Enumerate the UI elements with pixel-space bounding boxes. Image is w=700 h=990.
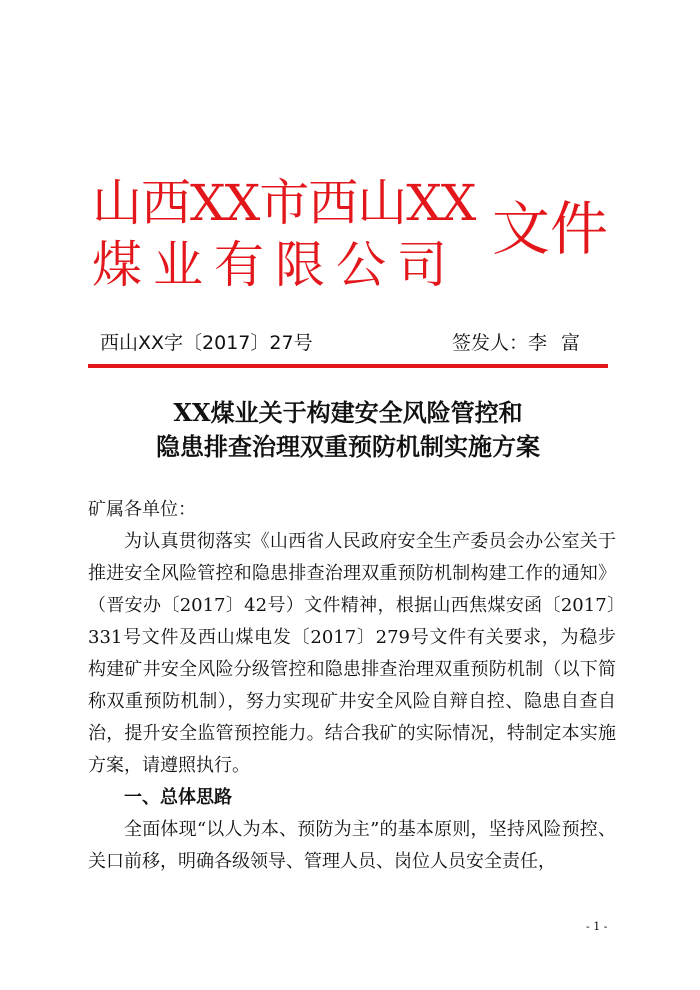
body-paragraph: 为认真贯彻落实《山西省人民政府安全生产委员会办公室关于推进安全风险管控和隐患排查治理双重预防机制构建工作的通知》（晋安办〔2017〕42号）文件精神，根据山西焦煤安函〔2017〕331号文件及西山煤电发〔2017〕279号文件有关要求，为稳步构建矿井安全风险分级管控和隐患排查治理双重预防机制（以下简称双重预防机制），努力实现矿井安全风险自辩自控、隐患自查自治，提升安全监管预控能力。结合我矿的实际情况，特制定本实施方案，请遵照执行。 [88,531,616,776]
page-number: - 1 - [586,920,608,933]
body-paragraph: 全面体现“以人为本、预防为主”的基本原则，坚持风险预控、关口前移，明确各级领导、管理人员、岗位人员安全责任， [88,819,616,872]
document-title [88,396,608,464]
issuing-organization [92,172,476,296]
header-divider [88,364,608,368]
org-name-line1: 山西XX市西山XX [92,174,476,232]
salutation: 矿属各单位： [88,499,196,520]
section-heading: 一、总体思路 [124,787,232,808]
document-type-label: 文件 [492,195,609,263]
title-line1: XX煤业关于构建安全风险管控和 [173,398,523,427]
issuer [452,328,584,355]
document-number: 西山XX字〔2017〕27号 [100,332,313,354]
org-name-line2: 煤业有限公司 [92,236,458,294]
document-body [88,494,616,878]
issuer-label: 签发人： [452,332,529,354]
title-line2: 隐患排查治理双重预防机制实施方案 [156,432,540,461]
issuer-name: 李 富 [528,332,585,354]
